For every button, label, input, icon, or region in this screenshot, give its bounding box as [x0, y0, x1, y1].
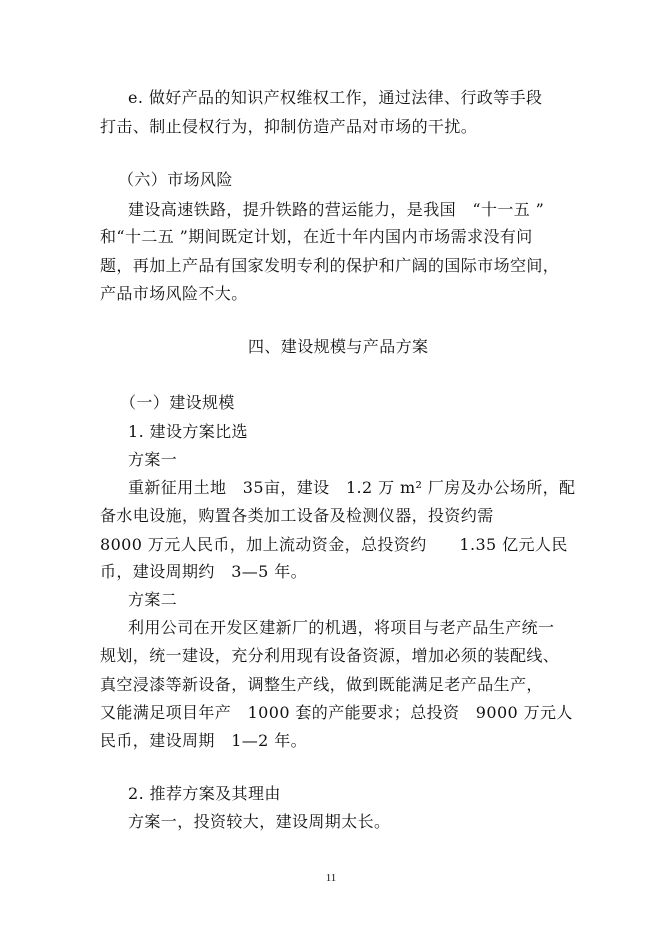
plan-1-line-3: 8000 万元人民币，加上流动资金，总投资约 1.35 亿元人民 [100, 535, 568, 554]
plan-1-line-2: 备水电设施，购置各类加工设备及检测仪器，投资约需 [100, 506, 494, 525]
plan-2-line-5: 民币，建设周期 1—2 年。 [100, 731, 308, 750]
item-e-line-1: e. 做好产品的知识产权维权工作，通过法律、行政等手段 [128, 88, 543, 107]
plan-1-line-4: 币，建设周期约 3—5 年。 [100, 562, 308, 581]
section-4-sub-1: （一）建设规模 [120, 393, 235, 412]
plan-2-line-1: 利用公司在开发区建新厂的机遇，将项目与老产品生产统一 [128, 618, 555, 637]
plan-2-label: 方案二 [128, 590, 178, 609]
plan-1-line-1: 重新征用土地 35亩，建设 1.2 万 m² 厂房及办公场所，配 [128, 478, 576, 497]
page-number: 11 [325, 872, 337, 884]
market-risk-line-4: 产品市场风险不大。 [100, 284, 248, 303]
market-risk-line-1: 建设高速铁路，提升铁路的营运能力，是我国 “十一五 ” [128, 200, 545, 219]
plan-2-line-2: 规划，统一建设，充分利用现有设备资源，增加必须的装配线、 [100, 646, 560, 665]
market-risk-heading: （六）市场风险 [118, 170, 233, 189]
section-4-item-1: 1. 建设方案比选 [128, 422, 248, 441]
plan-2-line-4: 又能满足项目年产 1000 套的产能要求；总投资 9000 万元人 [100, 703, 573, 722]
section-4-item-2: 2. 推荐方案及其理由 [128, 784, 281, 803]
plan-2-line-3: 真空浸漆等新设备，调整生产线，做到既能满足老产品生产， [100, 675, 543, 694]
recommendation-conclusion: 方案一，投资较大，建设周期太长。 [128, 812, 391, 831]
market-risk-line-2: 和“十二五 ”期间既定计划，在近十年内国内市场需求没有问 [100, 227, 533, 246]
section-4-title: 四、建设规模与产品方案 [248, 337, 429, 356]
item-e-line-2: 打击、制止侵权行为，抑制仿造产品对市场的干扰。 [100, 117, 478, 136]
market-risk-line-3: 题，再加上产品有国家发明专利的保护和广阔的国际市场空间， [100, 256, 560, 275]
plan-1-label: 方案一 [128, 450, 178, 469]
